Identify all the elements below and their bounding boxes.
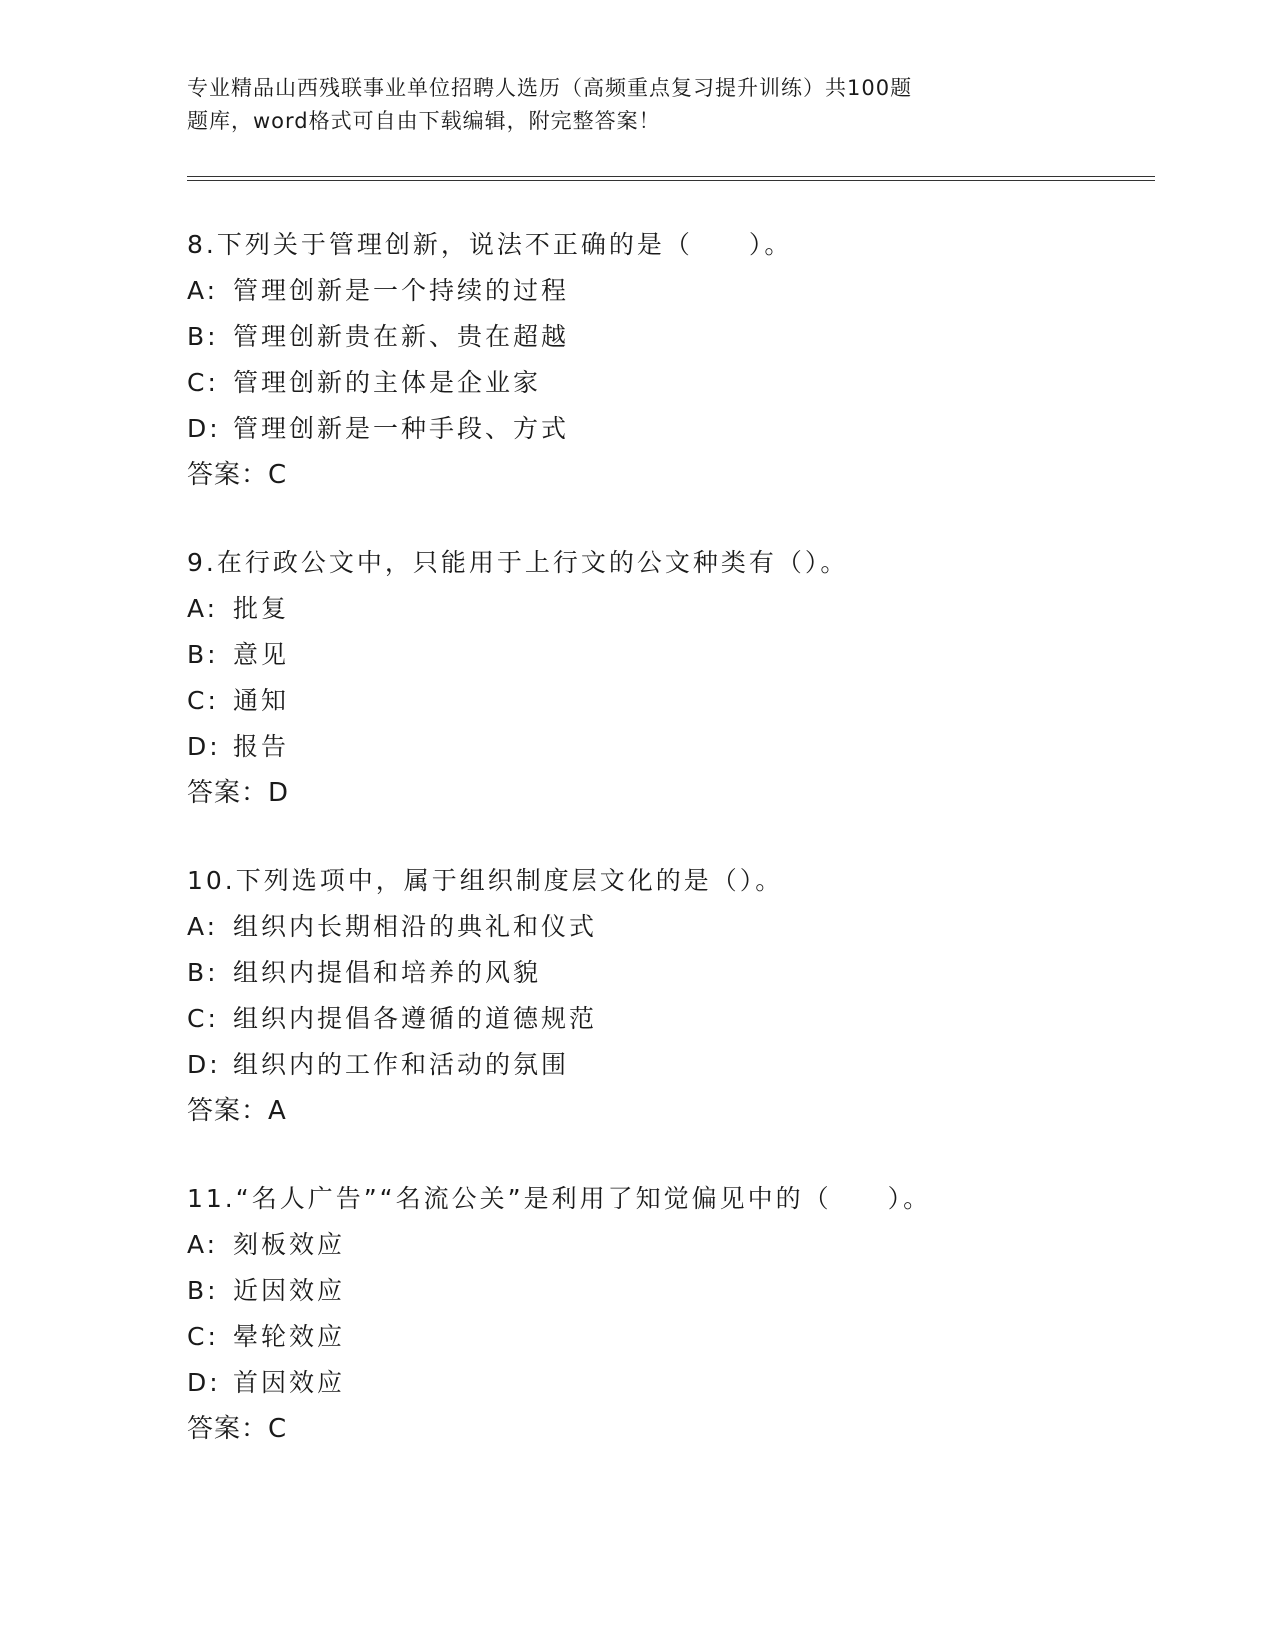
- question-8: [187, 222, 1187, 498]
- question-9: [187, 540, 1187, 816]
- answer-label: 答案：: [187, 1414, 269, 1444]
- answer-line: [187, 1088, 1187, 1134]
- option-key: D:: [187, 732, 221, 761]
- answer-value: A: [268, 1096, 286, 1126]
- option-key: B:: [187, 640, 219, 669]
- option-a: [187, 586, 1187, 632]
- option-key: D:: [187, 1050, 221, 1079]
- option-text: 组织内提倡各遵循的道德规范: [233, 1004, 598, 1033]
- option-text: 意见: [233, 640, 290, 669]
- option-key: B:: [187, 958, 219, 987]
- header-line-1: 专业精品山西残联事业单位招聘人选历（高频重点复习提升训练）共100题: [187, 76, 913, 100]
- option-key: D:: [187, 1368, 221, 1397]
- option-key: B:: [187, 1276, 219, 1305]
- option-c: [187, 996, 1187, 1042]
- header-divider: [187, 176, 1155, 181]
- option-text: 刻板效应: [233, 1230, 346, 1259]
- option-text: 首因效应: [233, 1368, 346, 1397]
- question-stem: 9.在行政公文中，只能用于上行文的公文种类有（）。: [187, 548, 849, 577]
- option-d: [187, 1042, 1187, 1088]
- option-c: [187, 1314, 1187, 1360]
- option-text: 管理创新的主体是企业家: [233, 368, 542, 397]
- option-key: C:: [187, 368, 219, 397]
- answer-value: D: [268, 778, 289, 808]
- option-text: 通知: [233, 686, 290, 715]
- document-header: [187, 72, 1027, 138]
- option-key: A:: [187, 1230, 219, 1259]
- option-key: B:: [187, 322, 219, 351]
- option-text: 晕轮效应: [233, 1322, 346, 1351]
- option-key: D:: [187, 414, 221, 443]
- option-key: A:: [187, 276, 219, 305]
- answer-value: C: [268, 460, 287, 490]
- option-d: [187, 406, 1187, 452]
- answer-label: 答案：: [187, 460, 269, 490]
- option-c: [187, 360, 1187, 406]
- option-key: C:: [187, 1322, 219, 1351]
- answer-line: [187, 770, 1187, 816]
- answer-line: [187, 452, 1187, 498]
- answer-value: C: [268, 1414, 287, 1444]
- option-b: [187, 632, 1187, 678]
- question-stem: 8.下列关于管理创新，说法不正确的是（ ）。: [187, 230, 793, 259]
- answer-line: [187, 1406, 1187, 1452]
- question-stem: 10.下列选项中，属于组织制度层文化的是（）。: [187, 866, 784, 895]
- option-text: 管理创新是一种手段、方式: [233, 414, 570, 443]
- option-c: [187, 678, 1187, 724]
- option-key: A:: [187, 594, 219, 623]
- question-stem: 11.“名人广告”“名流公关”是利用了知觉偏见中的（ ）。: [187, 1184, 932, 1213]
- option-text: 管理创新是一个持续的过程: [233, 276, 570, 305]
- header-line-2: 题库，word格式可自由下载编辑，附完整答案！: [187, 109, 661, 133]
- question-10: [187, 858, 1187, 1134]
- answer-label: 答案：: [187, 1096, 269, 1126]
- option-key: C:: [187, 1004, 219, 1033]
- answer-label: 答案：: [187, 778, 269, 808]
- option-text: 组织内提倡和培养的风貌: [233, 958, 542, 987]
- option-b: [187, 950, 1187, 996]
- option-text: 近因效应: [233, 1276, 346, 1305]
- option-a: [187, 904, 1187, 950]
- option-text: 管理创新贵在新、贵在超越: [233, 322, 570, 351]
- option-text: 批复: [233, 594, 290, 623]
- option-text: 报告: [233, 732, 290, 761]
- option-d: [187, 724, 1187, 770]
- option-b: [187, 314, 1187, 360]
- option-key: C:: [187, 686, 219, 715]
- option-a: [187, 1222, 1187, 1268]
- question-11: [187, 1176, 1187, 1452]
- option-b: [187, 1268, 1187, 1314]
- option-key: A:: [187, 912, 219, 941]
- option-a: [187, 268, 1187, 314]
- option-text: 组织内长期相沿的典礼和仪式: [233, 912, 598, 941]
- option-text: 组织内的工作和活动的氛围: [233, 1050, 570, 1079]
- option-d: [187, 1360, 1187, 1406]
